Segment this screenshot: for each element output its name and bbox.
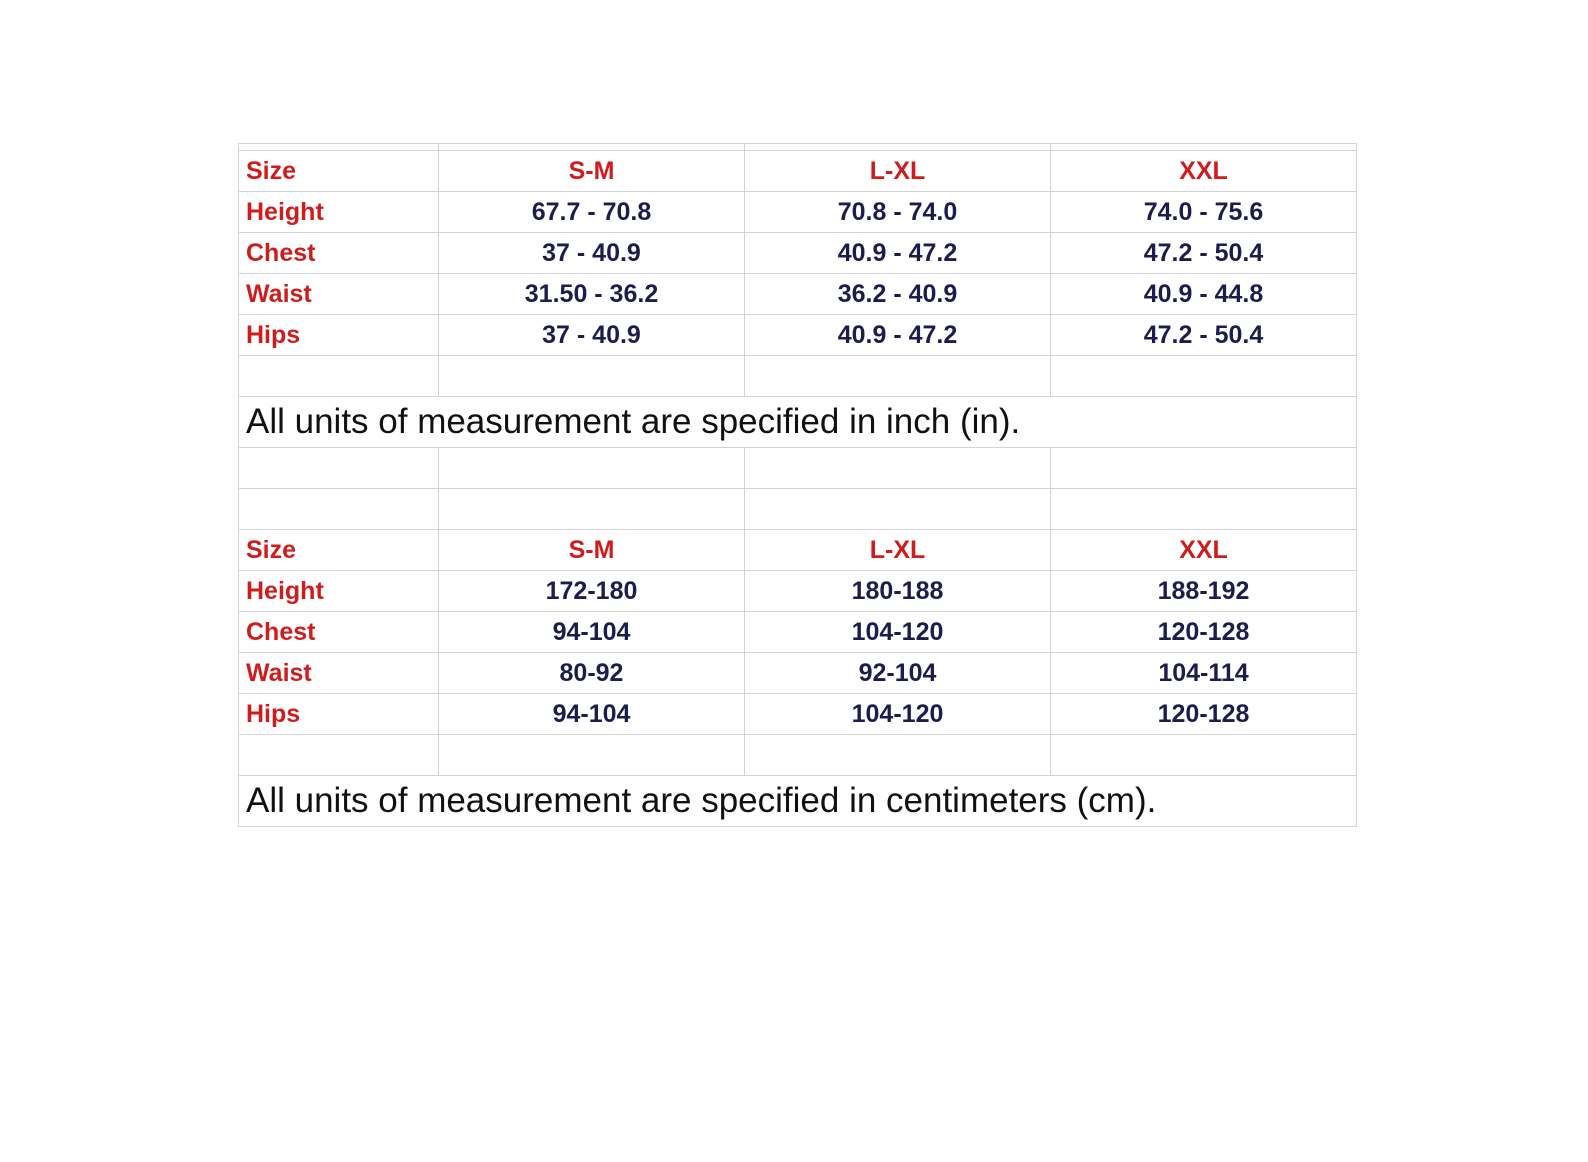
table-row [239, 233, 1357, 274]
table-cell: 31.50 - 36.2 [439, 274, 745, 315]
table-cell: 104-120 [745, 612, 1051, 653]
cm-size-l-xl: L-XL [745, 530, 1051, 571]
table-cell: 172-180 [439, 571, 745, 612]
table-row [239, 653, 1357, 694]
table-cell: 40.9 - 44.8 [1051, 274, 1357, 315]
table-cell: 47.2 - 50.4 [1051, 315, 1357, 356]
table-row [239, 612, 1357, 653]
inch-row-label: Waist [239, 274, 439, 315]
table-cell: 67.7 - 70.8 [439, 192, 745, 233]
table-cell: 94-104 [439, 694, 745, 735]
inch-size-l-xl: L-XL [745, 151, 1051, 192]
table-cell: 47.2 - 50.4 [1051, 233, 1357, 274]
inch-row-label: Chest [239, 233, 439, 274]
inch-units-note: All units of measurement are specified in inch (in). [239, 397, 1357, 448]
top-strip-row [239, 144, 1357, 151]
table-row [239, 315, 1357, 356]
table-row [239, 694, 1357, 735]
inch-size-label: Size [239, 151, 439, 192]
empty-row [239, 448, 1357, 489]
empty-row [239, 356, 1357, 397]
table-cell: 104-114 [1051, 653, 1357, 694]
table-cell: 74.0 - 75.6 [1051, 192, 1357, 233]
inch-size-xxl: XXL [1051, 151, 1357, 192]
cm-units-note: All units of measurement are specified in centimeters (cm). [239, 776, 1357, 827]
table-row [239, 192, 1357, 233]
cm-header-row [239, 530, 1357, 571]
empty-row [239, 735, 1357, 776]
inch-size-s-m: S-M [439, 151, 745, 192]
cm-size-s-m: S-M [439, 530, 745, 571]
table-cell: 37 - 40.9 [439, 315, 745, 356]
inch-header-row [239, 151, 1357, 192]
table-cell: 70.8 - 74.0 [745, 192, 1051, 233]
table-row [239, 274, 1357, 315]
cm-row-label: Height [239, 571, 439, 612]
table-cell: 188-192 [1051, 571, 1357, 612]
size-chart-sheet [238, 143, 1357, 827]
cm-note-row [239, 776, 1357, 827]
table-cell: 180-188 [745, 571, 1051, 612]
empty-row [239, 489, 1357, 530]
table-cell: 120-128 [1051, 612, 1357, 653]
table-cell: 92-104 [745, 653, 1051, 694]
table-cell: 36.2 - 40.9 [745, 274, 1051, 315]
table-cell: 94-104 [439, 612, 745, 653]
table-cell: 40.9 - 47.2 [745, 233, 1051, 274]
cm-size-label: Size [239, 530, 439, 571]
inch-note-row [239, 397, 1357, 448]
table-cell: 80-92 [439, 653, 745, 694]
cm-row-label: Waist [239, 653, 439, 694]
cm-row-label: Chest [239, 612, 439, 653]
table-cell: 40.9 - 47.2 [745, 315, 1051, 356]
table-row [239, 571, 1357, 612]
cm-size-xxl: XXL [1051, 530, 1357, 571]
table-cell: 120-128 [1051, 694, 1357, 735]
inch-row-label: Height [239, 192, 439, 233]
table-cell: 37 - 40.9 [439, 233, 745, 274]
table-cell: 104-120 [745, 694, 1051, 735]
cm-row-label: Hips [239, 694, 439, 735]
inch-row-label: Hips [239, 315, 439, 356]
